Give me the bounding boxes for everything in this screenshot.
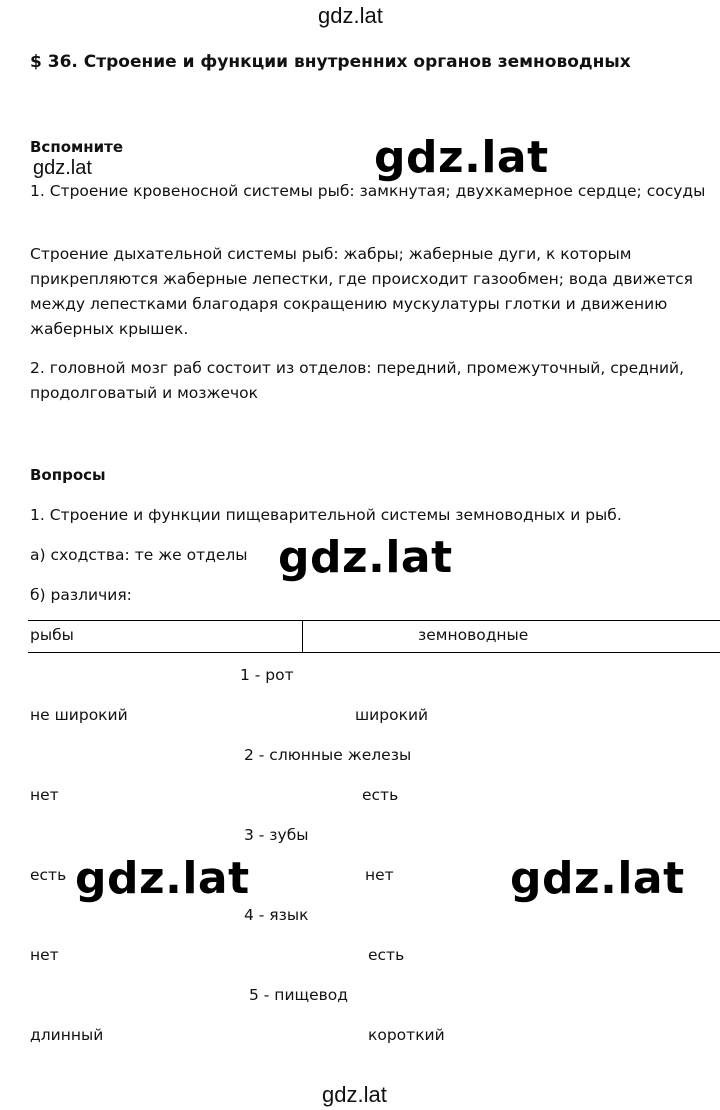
- watermark-bottom: gdz.lat: [322, 1082, 387, 1107]
- remember-paragraph-3: 2. головной мозг раб состоит из отделов: передний, промежуточный, средний, продолговатый и мозжечок: [30, 359, 685, 402]
- table-row-fish-value: длинный: [30, 1026, 104, 1044]
- table-row-amphibian-value: короткий: [368, 1026, 445, 1044]
- question-1: 1. Строение и функции пищеварительной системы земноводных и рыб.: [30, 506, 622, 524]
- remember-paragraph-1: 1. Строение кровеносной системы рыб: замкнутая; двухкамерное сердце; сосуды: [30, 182, 706, 200]
- table-row-amphibian-value: есть: [362, 786, 399, 804]
- table-row-organ: 3 - зубы: [244, 826, 309, 844]
- remember-heading: Вспомните: [30, 138, 123, 156]
- watermark-big-4: gdz.lat: [510, 853, 685, 904]
- table-row-fish-value: нет: [30, 786, 59, 804]
- answer-similarities: а) сходства: те же отделы: [30, 546, 248, 564]
- watermark-big-3: gdz.lat: [75, 853, 250, 904]
- table-row-amphibian-value: есть: [368, 946, 405, 964]
- answer-differences: б) различия:: [30, 586, 132, 604]
- table-column-divider: [302, 620, 303, 652]
- table-top-border: [28, 620, 720, 621]
- table-header-amphibians: земноводные: [418, 626, 529, 644]
- table-row-fish-value: нет: [30, 946, 59, 964]
- watermark-small-left: gdz.lat: [33, 157, 92, 179]
- table-row-organ: 4 - язык: [244, 906, 309, 924]
- page-title: $ 36. Строение и функции внутренних органов земноводных: [30, 52, 631, 72]
- table-row-fish-value: есть: [30, 866, 67, 884]
- table-header-bottom-border: [28, 652, 720, 653]
- table-row-amphibian-value: широкий: [355, 706, 429, 724]
- table-header-fish: рыбы: [30, 626, 74, 644]
- table-row-organ: 2 - слюнные железы: [244, 746, 412, 764]
- table-row-organ: 1 - рот: [240, 666, 294, 684]
- watermark-big-1: gdz.lat: [374, 132, 549, 183]
- table-row-fish-value: не широкий: [30, 706, 128, 724]
- watermark-top: gdz.lat: [318, 3, 383, 28]
- table-row-amphibian-value: нет: [365, 866, 394, 884]
- table-row-organ: 5 - пищевод: [249, 986, 348, 1004]
- remember-paragraph-2: Строение дыхательной системы рыб: жабры; жаберные дуги, к которым прикрепляются жаберные лепестки, где происходит газообмен; вода движется между лепестками благодаря сокращению мускулатуры глотки и движению жаберных крышек.: [30, 245, 693, 338]
- watermark-big-2: gdz.lat: [278, 532, 453, 583]
- questions-heading: Вопросы: [30, 466, 106, 484]
